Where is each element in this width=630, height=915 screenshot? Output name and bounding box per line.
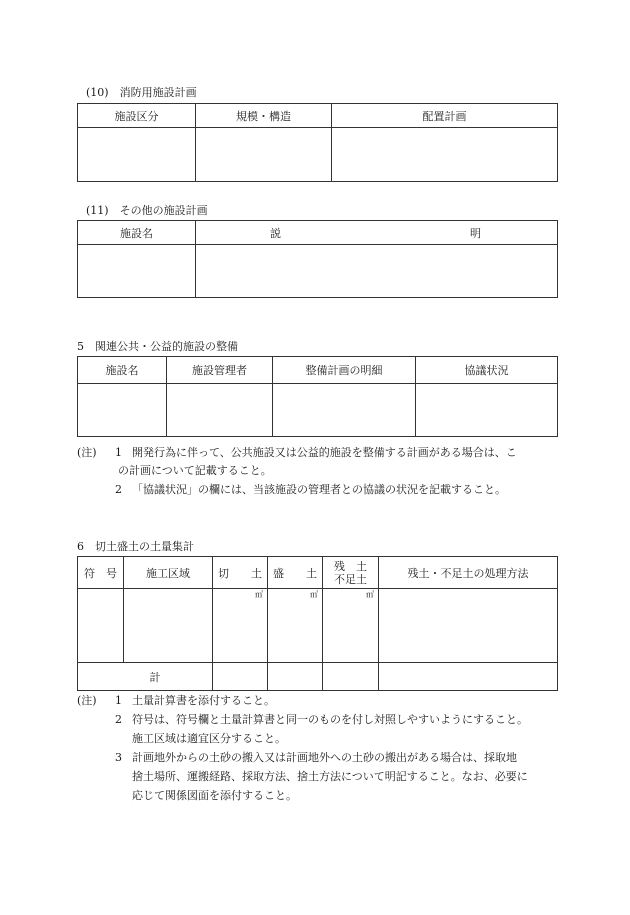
cell-total-fill[interactable]: [268, 663, 323, 691]
section-11-title: (11) その他の施設計画: [86, 204, 208, 217]
unit-cubic-meter: ㎥: [310, 590, 318, 599]
header-scale-structure: 規模・構造: [196, 104, 332, 128]
header-disposal-method: 残土・不足土の処理方法: [379, 557, 558, 589]
cell-total-method[interactable]: [379, 663, 558, 691]
cell-fill[interactable]: [268, 589, 323, 663]
cell-facility-category[interactable]: [78, 128, 196, 182]
cell-disposal-method[interactable]: [379, 589, 558, 663]
header-construction-area: 施工区域: [124, 557, 213, 589]
note-text: 捨土場所、運搬経路、採取方法、捨土方法について明記すること。なお、必要に: [132, 770, 528, 783]
note-text: 「協議状況」の欄には、当該施設の管理者との協議の状況を記載すること。: [132, 483, 506, 496]
header-plan-details: 整備計画の明細: [273, 357, 416, 384]
header-symbol: 符 号: [78, 557, 124, 589]
note-text: の計画について記載すること。: [118, 464, 272, 477]
cell-cut[interactable]: [213, 589, 268, 663]
cell-plan-details[interactable]: [273, 384, 416, 437]
note-text: 応じて関係図面を添付すること。: [132, 789, 297, 802]
cell-description[interactable]: [196, 245, 558, 298]
note-text: 計画地外からの土砂の搬入又は計画地外への土砂の搬出がある場合は、採取地: [132, 751, 517, 764]
cell-scale-structure[interactable]: [196, 128, 332, 182]
unit-cubic-meter: ㎥: [255, 590, 263, 599]
cell-facility-name[interactable]: [78, 384, 167, 437]
note-number: 2: [115, 713, 122, 726]
header-cut: 切 土: [213, 557, 268, 589]
cell-total-cut[interactable]: [213, 663, 268, 691]
header-fill: 盛 土: [268, 557, 323, 589]
header-layout-plan[interactable]: 配置計画: [332, 104, 558, 128]
header-consultation-status: 協議状況: [416, 357, 558, 384]
other-facility-table: [77, 220, 558, 298]
cell-layout-plan[interactable]: [332, 128, 558, 182]
note-text: 土量計算書を添付すること。: [132, 694, 275, 707]
section-6-title: 6 切土盛土の土量集計: [77, 540, 194, 553]
note-number: 2: [115, 483, 122, 496]
cell-construction-area[interactable]: [124, 589, 213, 663]
header-description-part1: 説: [270, 226, 281, 240]
cell-consultation-status[interactable]: [416, 384, 558, 437]
header-facility-name: 施設名: [78, 221, 196, 245]
header-facility-name: 施設名: [78, 357, 167, 384]
note-text: 符号は、符号欄と土量計算書と同一のものを付し対照しやすいようにすること。: [132, 713, 528, 726]
note-text: 開発行為に伴って、公共施設又は公益的施設を整備する計画がある場合は、こ: [132, 446, 517, 459]
unit-cubic-meter: ㎥: [366, 590, 374, 599]
header-description: [196, 221, 558, 245]
public-facility-table: [77, 356, 558, 437]
note-number: 1: [115, 446, 122, 459]
fire-facility-table: [77, 103, 558, 182]
cell-total-surplus[interactable]: [323, 663, 379, 691]
total-label: 計: [78, 663, 213, 691]
note-number: 3: [115, 751, 122, 764]
header-surplus-shortage: [323, 557, 379, 589]
header-facility-manager: 施設管理者: [167, 357, 273, 384]
note-number: 1: [115, 694, 122, 707]
header-facility-category: 施設区分: [78, 104, 196, 128]
earthwork-table: [77, 556, 558, 691]
header-description-part2: 明: [470, 226, 481, 240]
section-10-title: (10) 消防用施設計画: [86, 86, 197, 99]
cell-facility-manager[interactable]: [167, 384, 273, 437]
note-label: (注): [77, 446, 97, 459]
note-label: (注): [77, 694, 97, 707]
cell-surplus-shortage[interactable]: [323, 589, 379, 663]
header-surplus: 残 土: [334, 559, 367, 573]
section-5-title: 5 関連公共・公益的施設の整備: [77, 340, 238, 353]
cell-facility-name[interactable]: [78, 245, 196, 298]
note-text: 施工区域は適宜区分すること。: [132, 732, 286, 745]
header-shortage: 不足土: [334, 572, 367, 586]
cell-symbol[interactable]: [78, 589, 124, 663]
